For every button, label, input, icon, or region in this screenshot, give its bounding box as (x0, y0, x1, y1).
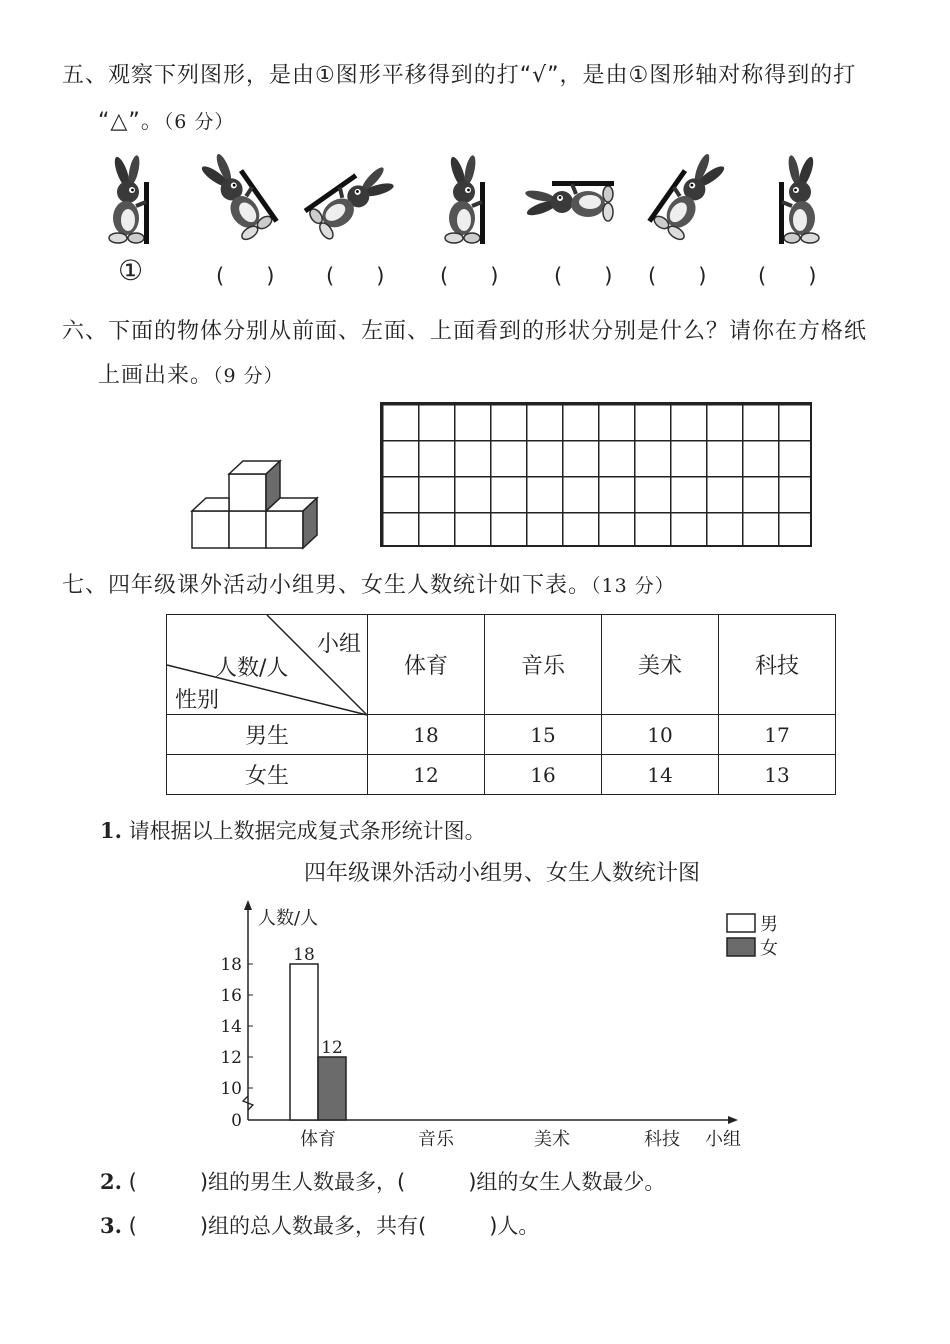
legend-label: 男 (760, 914, 778, 935)
y-tick-label: 16 (220, 986, 242, 1006)
table-cell: 16 (485, 755, 602, 795)
corner-gender-label: 性别 (175, 688, 220, 713)
sub3-number: 3. (100, 1213, 122, 1238)
table-cell: 13 (719, 755, 836, 795)
rabbit-3 (304, 158, 400, 242)
sub-question-1 (100, 815, 486, 845)
legend-swatch (727, 938, 755, 956)
rabbit-5 (524, 181, 614, 221)
row-label: 男生 (167, 715, 368, 755)
answer-slot-2[interactable]: ( ) (326, 264, 385, 288)
x-tick-label: 音乐 (418, 1129, 454, 1150)
sub2-number: 2. (100, 1169, 122, 1194)
table-corner-cell (167, 615, 368, 715)
col-header: 音乐 (485, 615, 602, 715)
rabbit-2 (194, 147, 278, 243)
chart-title: 四年级课外活动小组男、女生人数统计图 (303, 861, 701, 886)
q6-line1: 六、下面的物体分别从前面、左面、上面看到的形状分别是什么？请你在方格纸 (62, 319, 868, 344)
sub1-number: 1. (100, 818, 122, 843)
bar-女 (318, 1057, 346, 1120)
q7-points: （13 分） (591, 575, 675, 597)
sub3-text[interactable]: ( )组的总人数最多，共有( )人。 (128, 1214, 540, 1238)
bar-chart (200, 852, 778, 1152)
y-tick-label: 10 (220, 1079, 242, 1099)
answer-slot-5[interactable]: ( ) (648, 264, 707, 288)
table-header-row (167, 615, 836, 715)
table-cell: 15 (485, 715, 602, 755)
table-cell: 17 (719, 715, 836, 755)
y-tick-label: 18 (220, 955, 242, 975)
q5-line2-text: “△”。 (98, 109, 164, 134)
drawing-grid[interactable] (380, 402, 812, 547)
answer-slot-4[interactable]: ( ) (554, 264, 613, 288)
x-tick-label: 体育 (300, 1129, 336, 1150)
col-header: 体育 (368, 615, 485, 715)
data-label: 12 (321, 1038, 343, 1058)
x-tick-label: 科技 (644, 1129, 680, 1150)
q6-line2-text: 上画出来。 (98, 363, 214, 388)
answer-slot-1[interactable]: ( ) (216, 264, 275, 288)
q5-line1: 五、观察下列图形，是由①图形平移得到的打“√”，是由①图形轴对称得到的打 (62, 63, 857, 88)
rabbit-1 (109, 154, 149, 244)
row-label: 女生 (167, 755, 368, 795)
rabbit-7 (779, 154, 819, 244)
table-cell: 14 (602, 755, 719, 795)
table-row (167, 755, 836, 795)
table-cell: 10 (602, 715, 719, 755)
col-header: 科技 (719, 615, 836, 715)
table-cell: 12 (368, 755, 485, 795)
figure-1-label: ① (118, 254, 144, 287)
answer-slot-3[interactable]: ( ) (440, 264, 499, 288)
col-header: 美术 (602, 615, 719, 715)
corner-count-label: 人数/人 (215, 656, 289, 681)
sub-question-3 (100, 1210, 539, 1240)
stat-table (166, 614, 836, 795)
rabbit-4 (445, 154, 485, 244)
legend-label: 女 (760, 938, 778, 959)
x-axis-label: 小组 (705, 1129, 741, 1150)
legend-swatch (727, 914, 755, 932)
rabbit-6 (647, 147, 731, 243)
q5-line2 (98, 104, 234, 135)
table-row (167, 715, 836, 755)
y-axis-arrow (244, 900, 252, 910)
q6-points: （9 分） (213, 365, 284, 387)
q5-points: （6 分） (163, 111, 235, 133)
answer-slot-6[interactable]: ( ) (758, 264, 817, 288)
sub2-text[interactable]: ( )组的男生人数最多，( )组的女生人数最少。 (128, 1170, 666, 1194)
cube-solid (186, 458, 331, 553)
bar-男 (290, 964, 318, 1120)
q7-title (62, 568, 675, 599)
rabbit-figures (90, 148, 850, 258)
table-cell: 18 (368, 715, 485, 755)
q6-line2 (98, 358, 284, 389)
y-tick-label: 12 (220, 1048, 242, 1068)
y-tick-label: 0 (231, 1111, 242, 1131)
x-axis-arrow (728, 1116, 738, 1124)
sub1-text: 请根据以上数据完成复式条形统计图。 (128, 819, 486, 843)
x-tick-label: 美术 (534, 1129, 570, 1150)
y-axis-label: 人数/人 (258, 908, 319, 929)
y-tick-label: 14 (220, 1017, 242, 1037)
corner-group-label: 小组 (317, 632, 362, 657)
sub-question-2 (100, 1166, 665, 1196)
data-label: 18 (293, 945, 315, 965)
q7-title-text: 七、四年级课外活动小组男、女生人数统计如下表。 (62, 573, 592, 598)
